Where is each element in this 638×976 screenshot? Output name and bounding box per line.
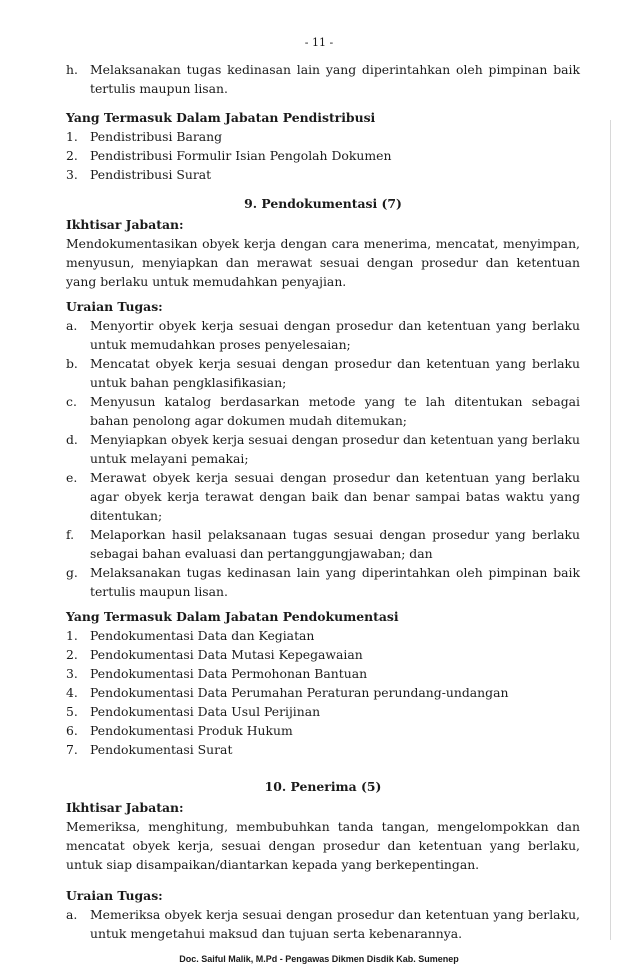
list-marker: 3. — [66, 666, 78, 681]
list-text: Pendokumentasi Data Permohonan Bantuan — [90, 666, 368, 681]
intro-list-item — [66, 60, 580, 98]
list-item — [66, 683, 580, 702]
list-item — [66, 525, 580, 563]
section-9-uraian-label: Uraian Tugas: — [66, 299, 163, 314]
pendistribusi-heading: Yang Termasuk Dalam Jabatan Pendistribusi — [66, 110, 376, 125]
section-10-ikhtisar-text: Memeriksa, menghitung, membubuhkan tanda tangan, mengelompokkan dan mencatat obyek kerja, sesuai dengan prosedur dan ketentuan yang berlaku, untuk siap disampaikan/diantarkan kepada yang berkepentingan. — [66, 819, 580, 872]
page-number: - 11 - — [304, 36, 334, 49]
list-text: Mencatat obyek kerja sesuai dengan prosedur dan ketentuan yang berlaku untuk bahan pengklasifikasian; — [90, 356, 580, 390]
list-marker: c. — [66, 394, 77, 409]
list-text: Pendokumentasi Data Mutasi Kepegawaian — [90, 647, 363, 662]
list-item — [66, 165, 580, 184]
section-9-tasks — [66, 316, 580, 601]
list-item — [66, 905, 580, 943]
section-10-ikhtisar-label: Ikhtisar Jabatan: — [66, 800, 184, 815]
list-item — [66, 721, 580, 740]
list-text: Pendokumentasi Data Perumahan Peraturan perundang-undangan — [90, 685, 509, 700]
list-item — [66, 127, 580, 146]
list-text: Menyusun katalog berdasarkan metode yang te lah ditentukan sebagai bahan penolong agar dokumen mudah ditemukan; — [90, 394, 580, 428]
list-item — [66, 645, 580, 664]
pendistribusi-list — [66, 127, 580, 184]
list-marker: e. — [66, 470, 78, 485]
section-9-ikhtisar-label: Ikhtisar Jabatan: — [66, 217, 184, 232]
list-marker: 7. — [66, 742, 78, 757]
list-text: Menyiapkan obyek kerja sesuai dengan prosedur dan ketentuan yang berlaku untuk melayani pemakai; — [90, 432, 580, 466]
list-item — [66, 740, 580, 759]
list-marker: f. — [66, 527, 75, 542]
list-text: Memeriksa obyek kerja sesuai dengan prosedur dan ketentuan yang berlaku, untuk mengetahui maksud dan tujuan serta kebenarannya. — [90, 907, 580, 941]
list-text: Merawat obyek kerja sesuai dengan prosedur dan ketentuan yang berlaku agar obyek kerja terawat dengan baik dan benar sampai batas waktu yang ditentukan; — [90, 470, 580, 523]
list-marker: 1. — [66, 628, 78, 643]
list-marker: 2. — [66, 148, 78, 163]
list-text: Pendokumentasi Data Usul Perijinan — [90, 704, 321, 719]
list-marker: a. — [66, 907, 78, 922]
list-marker: 6. — [66, 723, 78, 738]
section-10-uraian-label: Uraian Tugas: — [66, 888, 163, 903]
list-marker: g. — [66, 565, 78, 580]
list-item — [66, 430, 580, 468]
list-item — [66, 468, 580, 525]
list-text: Melaksanakan tugas kedinasan lain yang diperintahkan oleh pimpinan baik tertulis maupun lisan. — [90, 62, 580, 96]
section-9-ikhtisar-text: Mendokumentasikan obyek kerja dengan cara menerima, mencatat, menyimpan, menyusun, menyiapkan dan merawat sesuai dengan prosedur dan ketentuan yang berlaku untuk memudahkan penyajian. — [66, 236, 580, 289]
pendokumentasi-list — [66, 626, 580, 759]
list-marker: 5. — [66, 704, 78, 719]
section-10-tasks — [66, 905, 580, 943]
list-text: Melaporkan hasil pelaksanaan tugas sesuai dengan prosedur yang berlaku sebagai bahan evaluasi dan pertanggungjawaban; dan — [90, 527, 580, 561]
list-item — [66, 702, 580, 721]
list-item — [66, 146, 580, 165]
list-text: Pendistribusi Barang — [90, 129, 223, 144]
list-item — [66, 664, 580, 683]
list-text: Melaksanakan tugas kedinasan lain yang diperintahkan oleh pimpinan baik tertulis maupun lisan. — [90, 565, 580, 599]
list-marker: 3. — [66, 167, 78, 182]
list-marker: a. — [66, 318, 78, 333]
pendokumentasi-heading: Yang Termasuk Dalam Jabatan Pendokumentasi — [66, 609, 399, 624]
list-marker: h. — [66, 62, 78, 77]
list-text: Pendistribusi Formulir Isian Pengolah Dokumen — [90, 148, 392, 163]
list-text: Pendokumentasi Data dan Kegiatan — [90, 628, 315, 643]
list-item — [66, 354, 580, 392]
list-marker: 1. — [66, 129, 78, 144]
page-footer: Doc. Saiful Malik, M.Pd - Pengawas Dikmen Disdik Kab. Sumenep — [179, 954, 459, 964]
list-text: Pendokumentasi Produk Hukum — [90, 723, 293, 738]
list-marker: 4. — [66, 685, 78, 700]
list-marker: 2. — [66, 647, 78, 662]
section-9-title: 9. Pendokumentasi (7) — [244, 196, 402, 211]
list-marker: b. — [66, 356, 78, 371]
list-text: Pendistribusi Surat — [90, 167, 212, 182]
list-text: Menyortir obyek kerja sesuai dengan prosedur dan ketentuan yang berlaku untuk memudahkan proses penyelesaian; — [90, 318, 580, 352]
list-item — [66, 316, 580, 354]
list-item — [66, 626, 580, 645]
page-content — [66, 60, 580, 943]
list-marker: d. — [66, 432, 78, 447]
list-item — [66, 563, 580, 601]
scan-edge-line — [610, 120, 611, 940]
list-item — [66, 392, 580, 430]
section-10-title: 10. Penerima (5) — [264, 779, 382, 794]
list-text: Pendokumentasi Surat — [90, 742, 233, 757]
